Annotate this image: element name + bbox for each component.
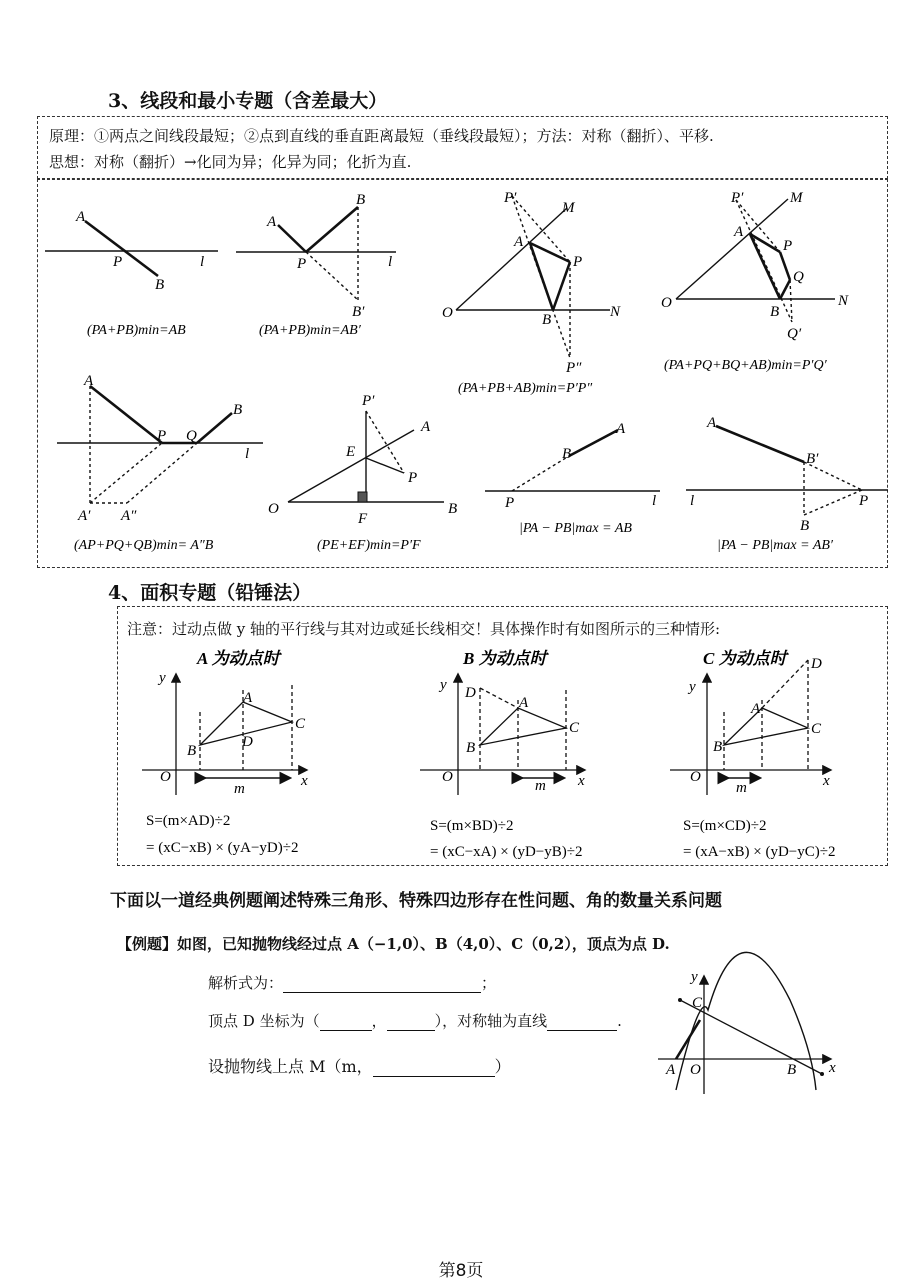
d3-label-b: B [542,312,552,328]
principle-line: 原理：①两点之间线段最短；②点到直线的垂直距离最短（垂线段最短）；方法：对称（翻折）、平移. [49,127,714,145]
d2-label-a: A [267,214,277,230]
graph-a-label: A [666,1062,676,1078]
d8-label-p: P [859,493,869,509]
case-b-y: y [440,677,447,693]
d5-label-ap: A′ [78,508,91,524]
d5-label-q: Q [186,428,197,444]
case-a-formula-2: = (xC−xB) × (yA−yD)÷2 [146,840,299,856]
q3-label: 设抛物线上点 M（m， [208,1057,373,1076]
d6-label-b: B [448,501,458,517]
case-c-title: C 为动点时 [703,649,787,668]
d8-label-bp: B′ [806,451,819,467]
d6-label-p: P [408,470,418,486]
graph-o-label: O [690,1062,701,1078]
d8-label-a: A [707,415,717,431]
d1-label-a: A [76,209,86,225]
caption-5: (AP+PQ+QB)min= A″B [74,538,214,553]
d4-label-m: M [790,190,803,206]
q2-mid: ），对称轴为直线 [434,1012,548,1030]
d4-label-b: B [770,304,780,320]
d3-label-p: P [573,254,583,270]
q2-sep: ， [371,1012,387,1030]
case-c-formula-1: S=(m×CD)÷2 [683,818,767,834]
graph-x-label: x [829,1060,836,1076]
d6-label-o: O [268,501,279,517]
d4-label-a: A [734,224,744,240]
case-b-m: m [535,778,546,794]
d8-label-l: l [690,493,695,509]
graph-y-label: y [691,969,698,985]
d6-label-a: A [421,419,431,435]
d8-label-b: B [800,518,810,534]
d5-label-l: l [245,446,250,462]
section3-title: 3、线段和最小专题（含差最大） [108,90,388,112]
d7-label-l: l [652,493,657,509]
q2-end: . [617,1012,622,1030]
d4-label-q: Q [793,269,804,285]
case-c-c: C [811,721,822,737]
case-b-o: O [442,769,453,785]
graph-b-label: B [787,1062,797,1078]
case-a-a: A [243,690,253,706]
d4-label-pp: P′ [731,190,744,206]
example-statement: 【例题】如图，已知抛物线经过点 A（−1,0）、B（4,0）、C（0,2），顶点为点 D. [117,935,670,953]
case-a-c: C [295,716,306,732]
intro-line: 下面以一道经典例题阐述特殊三角形、特殊四边形存在性问题、角的数量关系问题 [110,891,722,911]
d4-label-o: O [661,295,672,311]
d5-label-p: P [157,428,167,444]
d6-label-f: F [358,511,368,527]
caption-8: |PA − PB|max = AB′ [717,538,833,553]
d7-label-a: A [616,421,626,437]
idea-line: 思想：对称（翻折）→化同为异；化异为同；化折为直. [49,153,412,171]
q1-label: 解析式为： [208,974,284,992]
caption-7: |PA − PB|max = AB [519,521,632,536]
case-a-d: D [242,734,253,750]
case-a-o: O [160,769,171,785]
d6-label-pp: P′ [362,393,375,409]
q1-end: ； [481,974,497,992]
case-a-b: B [187,743,197,759]
case-a-y: y [159,670,166,686]
caption-1: (PA+PB)min=AB [87,323,186,338]
d1-label-b: B [155,277,165,293]
case-b-x: x [578,773,585,789]
case-c-formula-2: = (xA−xB) × (yD−yC)÷2 [683,844,836,860]
case-b-formula-2: = (xC−xA) × (yD−yB)÷2 [430,844,583,860]
d3-label-pp: P′ [504,190,517,206]
case-a-title: A 为动点时 [197,649,280,668]
d4-label-qp: Q′ [787,326,802,342]
case-c-o: O [690,769,701,785]
d7-label-b: B [562,446,572,462]
case-a-m: m [234,781,245,797]
case-b-c: C [569,720,580,736]
d4-label-n: N [838,293,849,309]
graph-c-label: C [692,995,703,1011]
d5-label-a: A [84,373,94,389]
d2-label-bp: B′ [352,304,365,320]
area-note: 注意：过动点做 y 轴的平行线与其对边或延长线相交！具体操作时有如图所示的三种情形: [127,620,721,638]
q3-end: ） [494,1057,511,1076]
case-b-d: D [465,685,476,701]
d4-label-p: P [783,238,793,254]
d3-label-o: O [442,305,453,321]
d2-label-l: l [388,254,393,270]
d1-label-p: P [113,254,123,270]
d6-label-e: E [346,444,356,460]
d5-label-b: B [233,402,243,418]
case-c-y: y [689,679,696,695]
case-c-x: x [823,773,830,789]
case-b-a: A [519,695,529,711]
q2-label: 顶点 D 坐标为（ [208,1012,320,1030]
case-a-formula-1: S=(m×AD)÷2 [146,813,231,829]
d3-label-a: A [514,234,524,250]
case-b-b: B [466,740,476,756]
caption-6: (PE+EF)min=P′F [317,538,421,553]
d2-label-b: B [356,192,366,208]
case-c-b: B [713,739,723,755]
section4-title: 4、面积专题（铅锤法） [108,582,312,604]
d2-label-p: P [297,256,307,272]
case-b-formula-1: S=(m×BD)÷2 [430,818,514,834]
caption-3: (PA+PB+AB)min=P′P″ [458,381,593,396]
page-number: 第8页 [438,1261,484,1281]
case-c-a: A [751,701,761,717]
d3-label-m: M [562,200,575,216]
d1-label-l: l [200,254,205,270]
caption-2: (PA+PB)min=AB′ [259,323,361,338]
caption-4: (PA+PQ+BQ+AB)min=P′Q′ [664,358,827,373]
case-c-d: D [811,656,822,672]
d3-label-ppp: P″ [566,360,582,376]
d3-label-n: N [610,304,621,320]
case-b-title: B 为动点时 [463,649,547,668]
d7-label-p: P [505,495,515,511]
d5-label-app: A″ [121,508,137,524]
case-a-x: x [301,773,308,789]
case-c-m: m [736,780,747,796]
